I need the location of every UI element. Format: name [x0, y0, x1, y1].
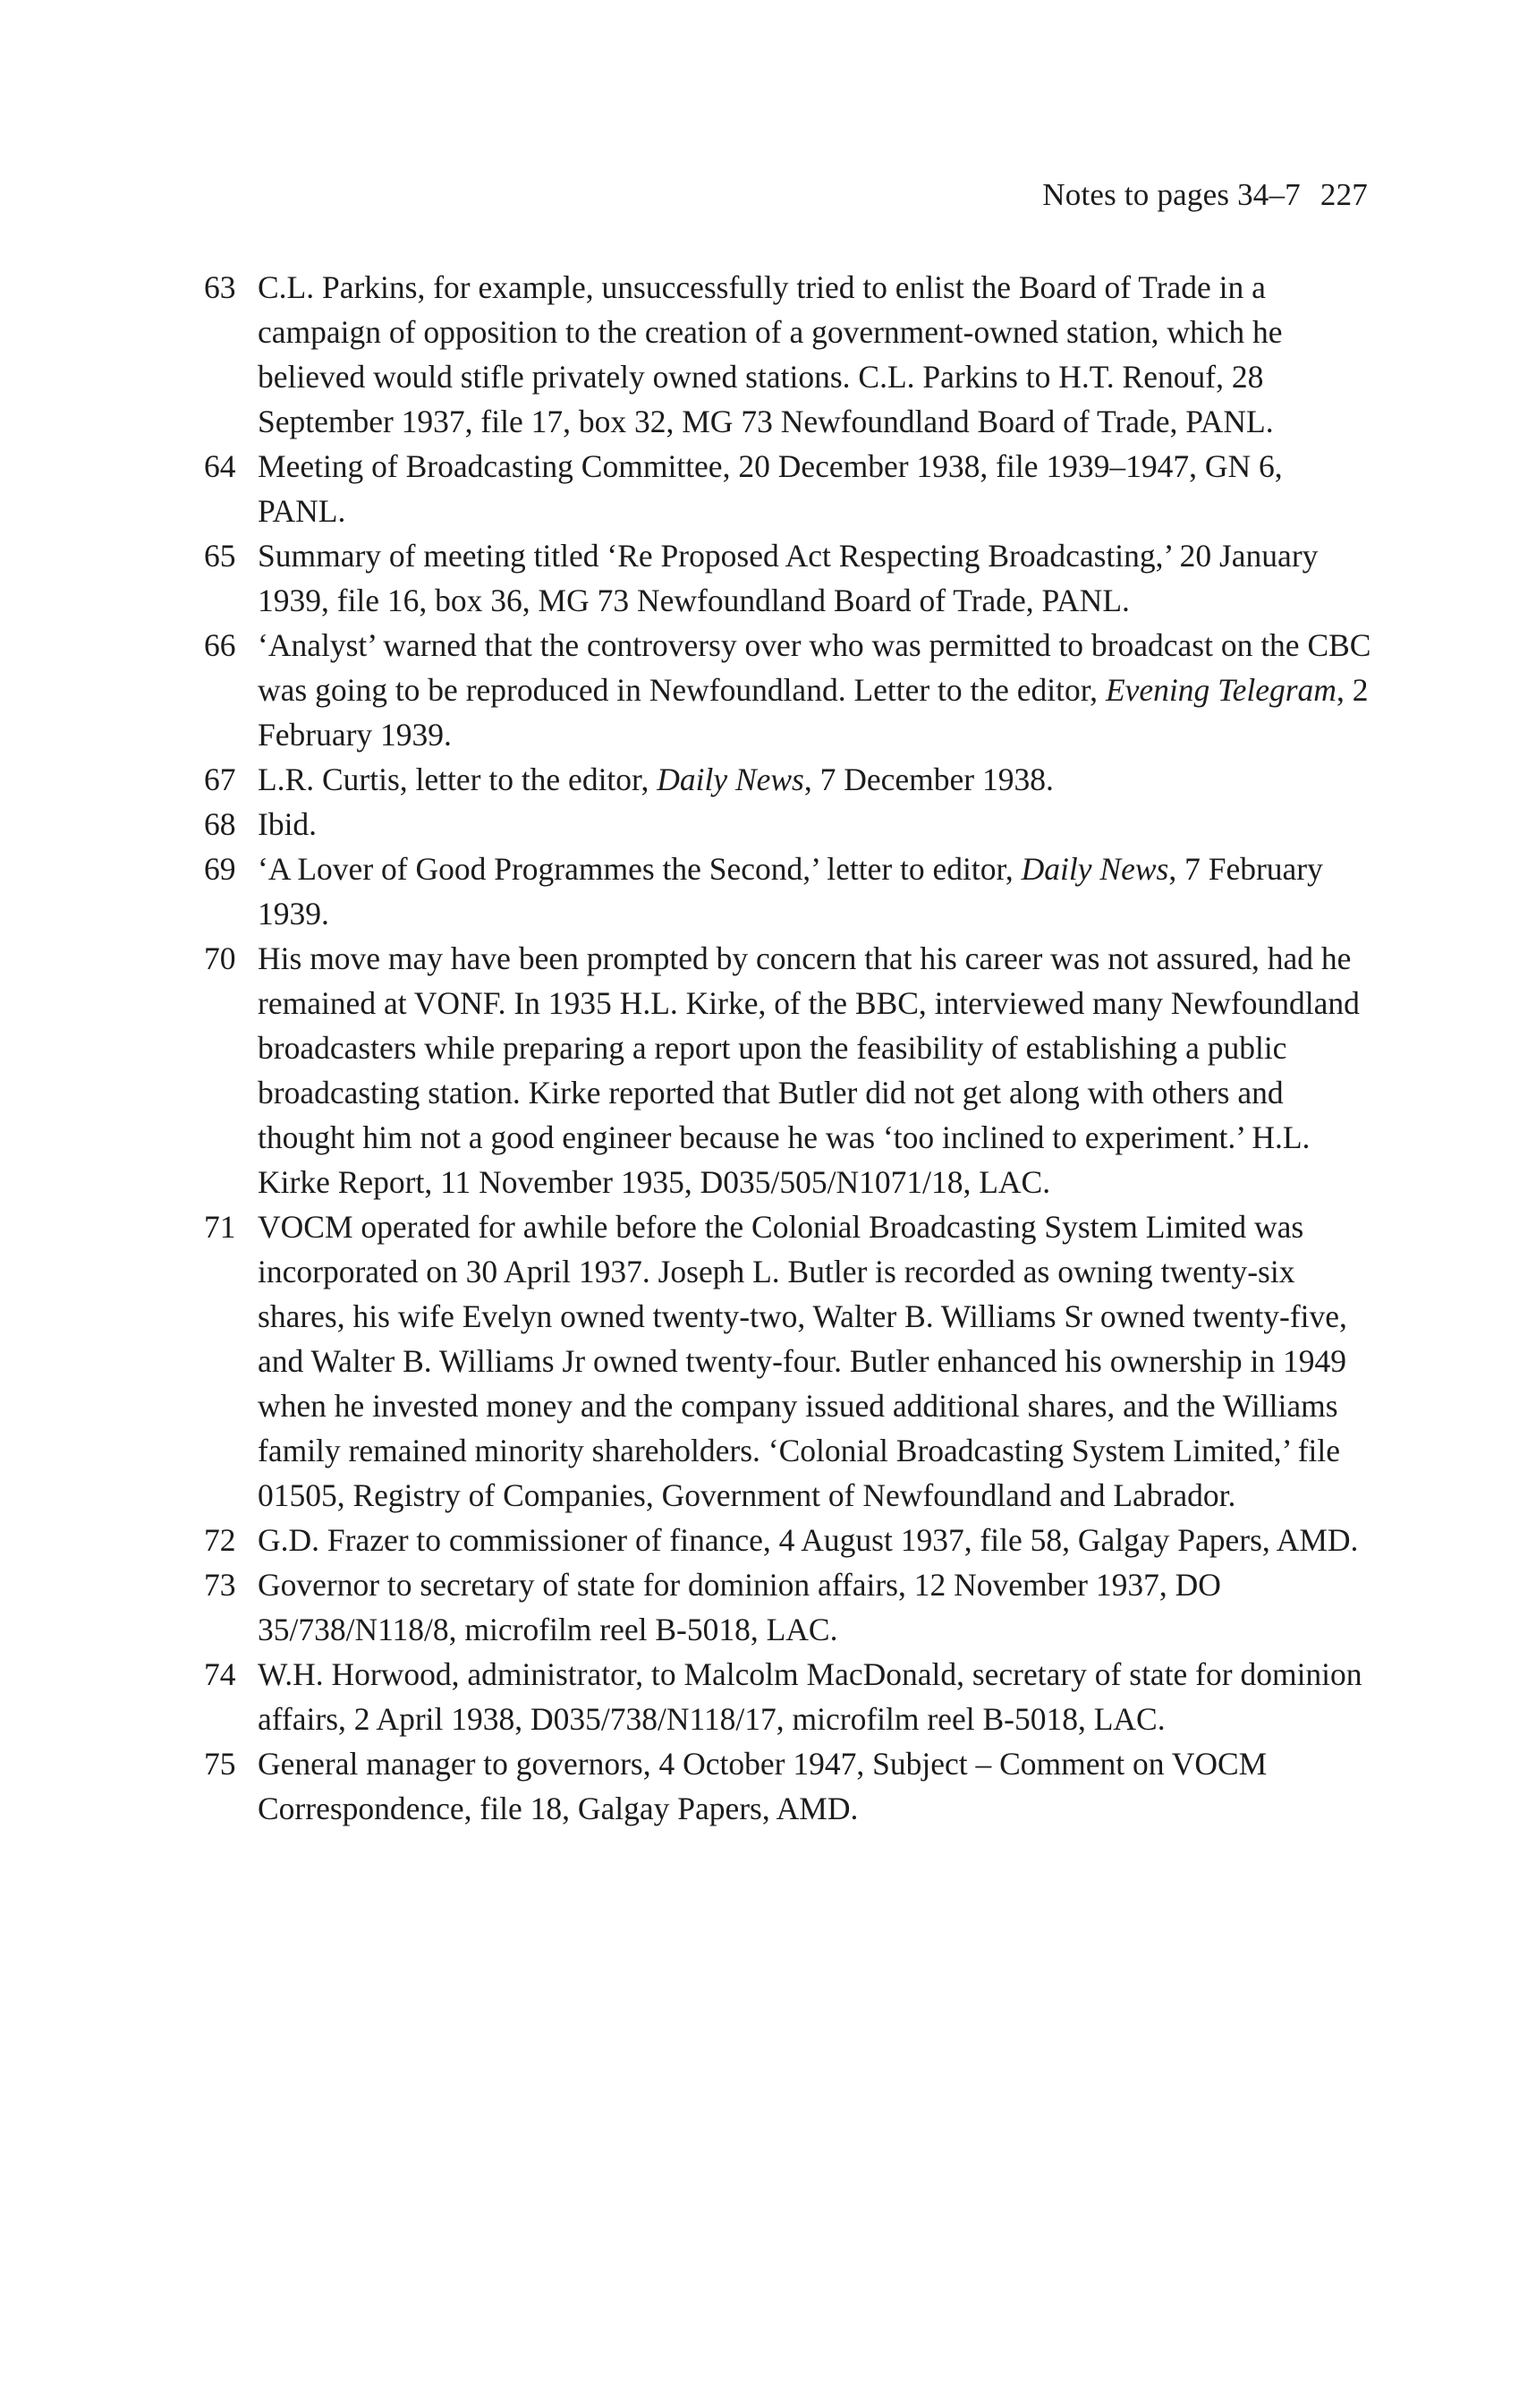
endnote-text [258, 757, 1371, 802]
endnote-text [258, 533, 1371, 623]
endnote-text-segment: Governor to secretary of state for dominion affairs, 12 November 1937, DO 35/738/N118/8, microfilm reel B-5018, LAC. [258, 1567, 1221, 1647]
endnote-text [258, 936, 1371, 1204]
endnote-number: 71 [204, 1209, 236, 1245]
endnote-text [258, 1518, 1371, 1562]
endnote-number: 67 [204, 762, 236, 797]
endnote-text-segment: Ibid. [258, 806, 318, 842]
endnote-number: 65 [204, 538, 236, 574]
endnote-65 [204, 533, 1371, 623]
endnote-67 [204, 757, 1371, 802]
endnote-73 [204, 1562, 1371, 1652]
endnote-number: 68 [204, 806, 236, 842]
endnote-text [258, 1652, 1371, 1741]
endnote-number: 73 [204, 1567, 236, 1603]
endnote-title-italic: Daily News [657, 762, 804, 797]
endnote-68 [204, 802, 1371, 847]
endnote-66 [204, 623, 1371, 757]
endnote-text-segment: His move may have been prompted by concern that his career was not assured, had he remained at VONF. In 1935 H.L. Kirke, of the BBC, interviewed many Newfoundland broadcasters while preparing a report upon the feasibility of establishing a public broadcasting station. Kirke reported that Butler did not get along with others and thought him not a good engineer because he was ‘too inclined to experiment.’ H.L. Kirke Report, 11 November 1935, D035/505/N1071/18, LAC. [258, 940, 1360, 1200]
endnote-number: 69 [204, 851, 236, 887]
endnote-text-segment: , 7 February 1939. [258, 851, 1323, 932]
endnote-number: 70 [204, 940, 236, 976]
endnote-number: 64 [204, 448, 236, 484]
endnote-number: 75 [204, 1746, 236, 1782]
endnotes-list [204, 265, 1371, 1831]
endnote-text-segment: ‘Analyst’ warned that the controversy over who was permitted to broadcast on the CBC was going to be reproduced in Newfoundland. Letter to the editor, [258, 627, 1371, 708]
endnote-64 [204, 444, 1371, 533]
endnote-text-segment: Meeting of Broadcasting Committee, 20 December 1938, file 1939–1947, GN 6, PANL. [258, 448, 1283, 529]
page-number: 227 [1320, 177, 1368, 212]
endnote-text-segment: VOCM operated for awhile before the Colonial Broadcasting System Limited was incorporated on 30 April 1937. Joseph L. Butler is recorded as owning twenty-six shares, his wife Evelyn owned twenty-two, Walter B. Williams Sr owned twenty-five, and Walter B. Williams Jr owned twenty-four. Butler enhanced his ownership in 1949 when he invested money and the company issued additional shares, and the Williams family remained minority shareholders. ‘Colonial Broadcasting System Limited,’ file 01505, Registry of Companies, Government of Newfoundland and Labrador. [258, 1209, 1347, 1513]
running-title: Notes to pages 34–7 [1042, 177, 1301, 212]
endnote-text-segment: , 7 December 1938. [803, 762, 1054, 797]
endnote-69 [204, 847, 1371, 936]
endnote-text-segment: , 2 February 1939. [258, 672, 1369, 753]
endnote-text-segment: General manager to governors, 4 October 1947, Subject – Comment on VOCM Correspondence, file 18, Galgay Papers, AMD. [258, 1746, 1268, 1826]
endnote-text-segment: Summary of meeting titled ‘Re Proposed Act Respecting Broadcasting,’ 20 January 1939, file 16, box 36, MG 73 Newfoundland Board of Trade, PANL. [258, 538, 1319, 618]
endnote-text [258, 265, 1371, 444]
endnote-text [258, 623, 1371, 757]
endnote-text [258, 444, 1371, 533]
endnote-72 [204, 1518, 1371, 1562]
endnote-text-segment: ‘A Lover of Good Programmes the Second,’ letter to editor, [258, 851, 1022, 887]
endnote-text-segment: W.H. Horwood, administrator, to Malcolm MacDonald, secretary of state for dominion affairs, 2 April 1938, D035/738/N118/17, microfilm reel B-5018, LAC. [258, 1656, 1362, 1737]
endnote-74 [204, 1652, 1371, 1741]
endnote-text-segment: C.L. Parkins, for example, unsuccessfully tried to enlist the Board of Trade in a campaign of opposition to the creation of a government-owned station, which he believed would stifle privately owned stations. C.L. Parkins to H.T. Renouf, 28 September 1937, file 17, box 32, MG 73 Newfoundland Board of Trade, PANL. [258, 269, 1283, 439]
endnote-number: 66 [204, 627, 236, 663]
endnote-title-italic: Evening Telegram [1105, 672, 1337, 708]
endnote-title-italic: Daily News [1021, 851, 1169, 887]
endnote-number: 74 [204, 1656, 236, 1692]
endnote-71 [204, 1204, 1371, 1518]
endnote-text [258, 1204, 1371, 1518]
endnote-text-segment: L.R. Curtis, letter to the editor, [258, 762, 658, 797]
endnote-70 [204, 936, 1371, 1204]
endnote-number: 63 [204, 269, 236, 305]
endnote-text [258, 802, 1371, 847]
endnote-63 [204, 265, 1371, 444]
endnote-text [258, 847, 1371, 936]
endnote-text [258, 1562, 1371, 1652]
endnote-75 [204, 1741, 1371, 1831]
running-head [1042, 177, 1368, 213]
endnote-text-segment: G.D. Frazer to commissioner of finance, 4 August 1937, file 58, Galgay Papers, AMD. [258, 1522, 1359, 1558]
endnote-text [258, 1741, 1371, 1831]
endnote-number: 72 [204, 1522, 236, 1558]
